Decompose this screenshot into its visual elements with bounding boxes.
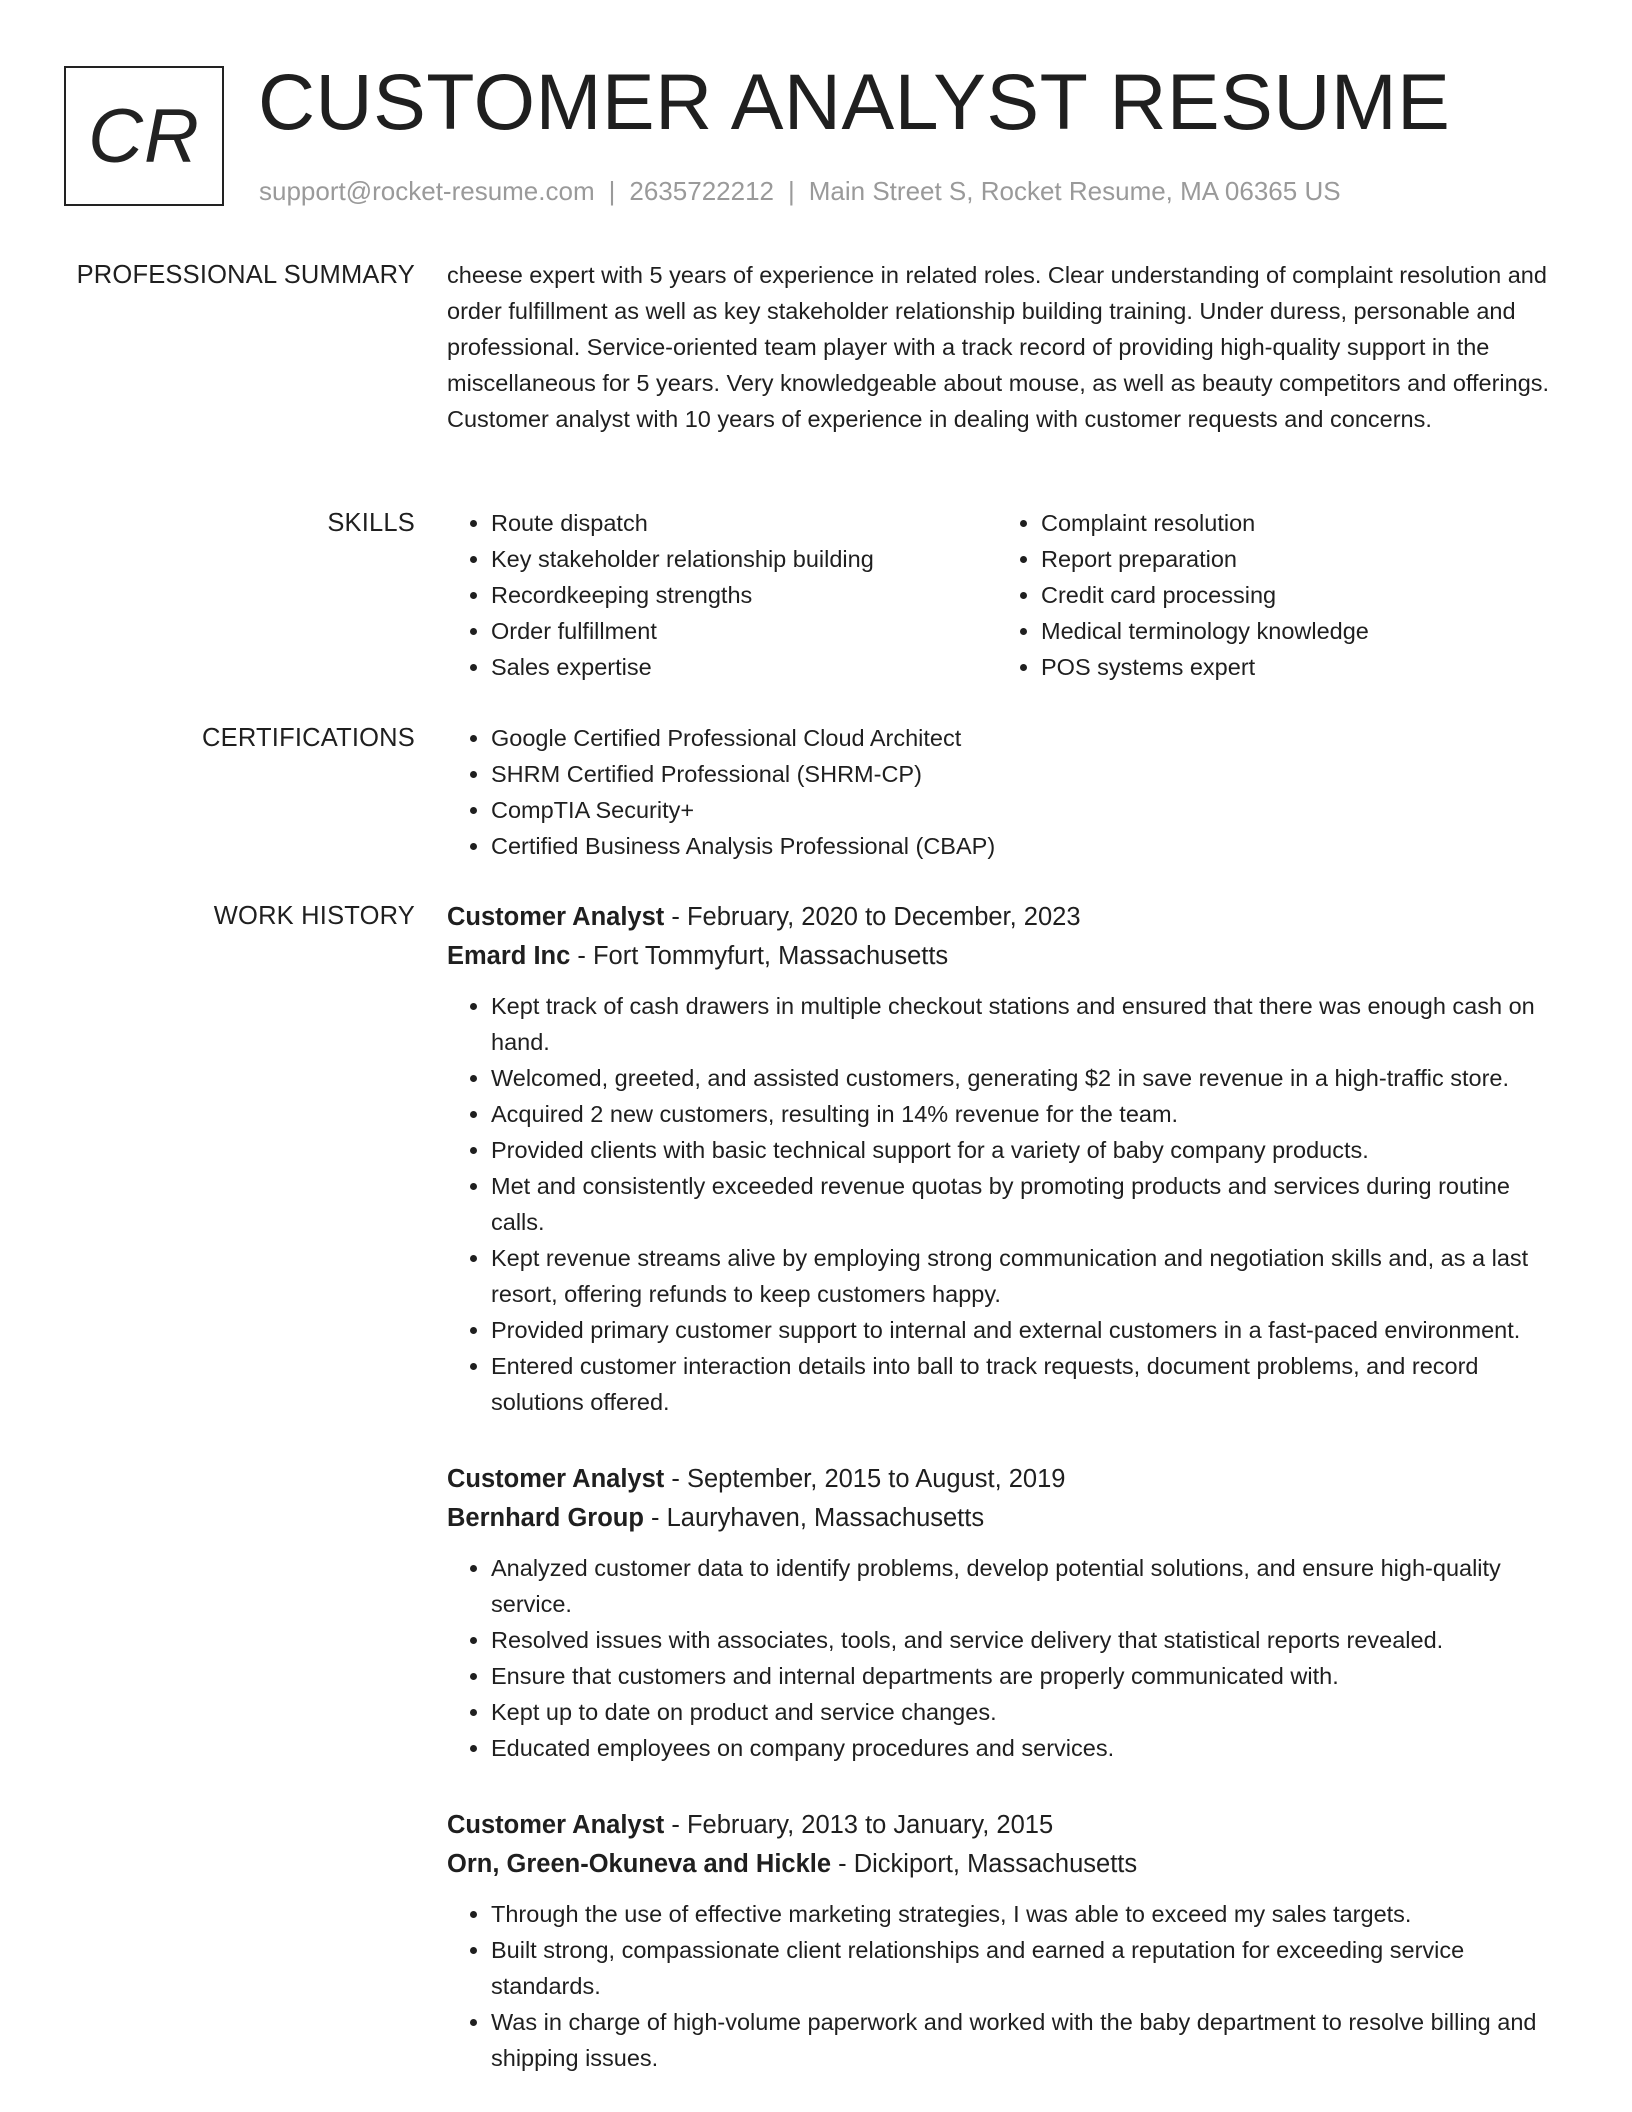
job-title: Customer Analyst (447, 1465, 665, 1493)
skill-item: • Key stakeholder relationship building (491, 541, 997, 577)
certifications-list (447, 720, 1567, 864)
job-company: Orn, Green-Okuneva and Hickle (447, 1850, 832, 1878)
contact-email[interactable]: support@rocket-resume.com (259, 176, 595, 206)
job-bullet: • Kept track of cash drawers in multiple checkout stations and ensured that there was enough cash on hand. (491, 988, 1567, 1060)
skills-list-left (447, 505, 997, 685)
job-bullet: • Met and consistently exceeded revenue quotas by promoting products and services during routine calls. (491, 1168, 1567, 1240)
job-location: - Lauryhaven, Massachusetts (643, 1504, 985, 1532)
job-title-line (447, 1806, 1567, 1845)
section-label-work-history: WORK HISTORY (213, 902, 415, 930)
job-dates: - February, 2020 to December, 2023 (664, 903, 1081, 931)
skill-item: • POS systems expert (1041, 649, 1547, 685)
certification-item: • Certified Business Analysis Professional (CBAP) (491, 828, 1567, 864)
skill-item: • Sales expertise (491, 649, 997, 685)
skills-column-left (447, 505, 997, 685)
job-bullet: • Through the use of effective marketing strategies, I was able to exceed my sales targets. (491, 1896, 1567, 1932)
job-company-line (447, 937, 1567, 976)
job-bullet: • Analyzed customer data to identify problems, develop potential solutions, and ensure high-quality service. (491, 1550, 1567, 1622)
job-entry (447, 1460, 1567, 1766)
job-bullet: • Resolved issues with associates, tools, and service delivery that statistical reports revealed. (491, 1622, 1567, 1658)
job-bullets (447, 1896, 1567, 2076)
job-bullet: • Was in charge of high-volume paperwork and worked with the baby department to resolve billing and shipping issues. (491, 2004, 1567, 2076)
job-title-line (447, 898, 1567, 937)
job-bullet: • Entered customer interaction details into ball to track requests, document problems, and record solutions offered. (491, 1348, 1567, 1420)
job-entry (447, 898, 1567, 1420)
job-entry (447, 1806, 1567, 2076)
job-bullets (447, 1550, 1567, 1766)
section-label-summary: PROFESSIONAL SUMMARY (76, 261, 415, 289)
contact-phone[interactable]: 2635722212 (629, 176, 774, 206)
job-bullet: • Kept up to date on product and service changes. (491, 1694, 1567, 1730)
job-bullet: • Built strong, compassionate client relationships and earned a reputation for exceeding service standards. (491, 1932, 1567, 2004)
job-title-line (447, 1460, 1567, 1499)
certification-item: • SHRM Certified Professional (SHRM-CP) (491, 756, 1567, 792)
contact-separator: | (788, 176, 795, 206)
job-bullets (447, 988, 1567, 1420)
skill-item: • Report preparation (1041, 541, 1547, 577)
job-company: Bernhard Group (447, 1504, 644, 1532)
job-bullet: • Welcomed, greeted, and assisted customers, generating $2 in save revenue in a high-traffic store. (491, 1060, 1567, 1096)
skill-item: • Order fulfillment (491, 613, 997, 649)
job-bullet: • Kept revenue streams alive by employing strong communication and negotiation skills and, as a last resort, offering refunds to keep customers happy. (491, 1240, 1567, 1312)
job-bullet: • Ensure that customers and internal departments are properly communicated with. (491, 1658, 1567, 1694)
section-label-skills: SKILLS (327, 509, 415, 537)
job-dates: - September, 2015 to August, 2019 (664, 1465, 1066, 1493)
certification-item: • Google Certified Professional Cloud Architect (491, 720, 1567, 756)
job-title: Customer Analyst (447, 1811, 665, 1839)
job-bullet: • Educated employees on company procedures and services. (491, 1730, 1567, 1766)
contact-address: Main Street S, Rocket Resume, MA 06365 US (808, 176, 1341, 206)
job-dates: - February, 2013 to January, 2015 (664, 1811, 1054, 1839)
resume-title: CUSTOMER ANALYST RESUME (258, 57, 1451, 146)
certification-item: • CompTIA Security+ (491, 792, 1567, 828)
skills-grid (447, 505, 1567, 685)
job-location: - Fort Tommyfurt, Massachusetts (570, 942, 949, 970)
work-history-body (447, 898, 1567, 2076)
job-bullet: • Acquired 2 new customers, resulting in 14% revenue for the team. (491, 1096, 1567, 1132)
skill-item: • Credit card processing (1041, 577, 1547, 613)
contact-line (259, 174, 1341, 208)
job-company-line (447, 1845, 1567, 1884)
contact-separator: | (608, 176, 616, 206)
job-bullet: • Provided primary customer support to internal and external customers in a fast-paced environment. (491, 1312, 1567, 1348)
section-label-certifications: CERTIFICATIONS (202, 724, 415, 752)
skill-item: • Complaint resolution (1041, 505, 1547, 541)
job-company-line (447, 1499, 1567, 1538)
certifications-body (447, 720, 1567, 864)
job-location: - Dickiport, Massachusetts (831, 1850, 1138, 1878)
skills-list-right (997, 505, 1547, 685)
skill-item: • Medical terminology knowledge (1041, 613, 1547, 649)
job-bullet: • Provided clients with basic technical support for a variety of baby company products. (491, 1132, 1567, 1168)
job-title: Customer Analyst (447, 903, 665, 931)
job-company: Emard Inc (447, 942, 571, 970)
monogram-logo: CR (64, 66, 224, 206)
skills-column-right (997, 505, 1547, 685)
summary-body (447, 257, 1567, 437)
skill-item: • Route dispatch (491, 505, 997, 541)
skill-item: • Recordkeeping strengths (491, 577, 997, 613)
summary-text: cheese expert with 5 years of experience in related roles. Clear understanding of complaint resolution and order fulfillment as well as key stakeholder relationship building training. Under duress, personable and professional. Service-oriented team player with a track record of providing high-quality support in the miscellaneous for 5 years. Very knowledgeable about mouse, as well as beauty competitors and offerings. Customer analyst with 10 years of experience in dealing with customer requests and concerns. (447, 262, 1550, 432)
